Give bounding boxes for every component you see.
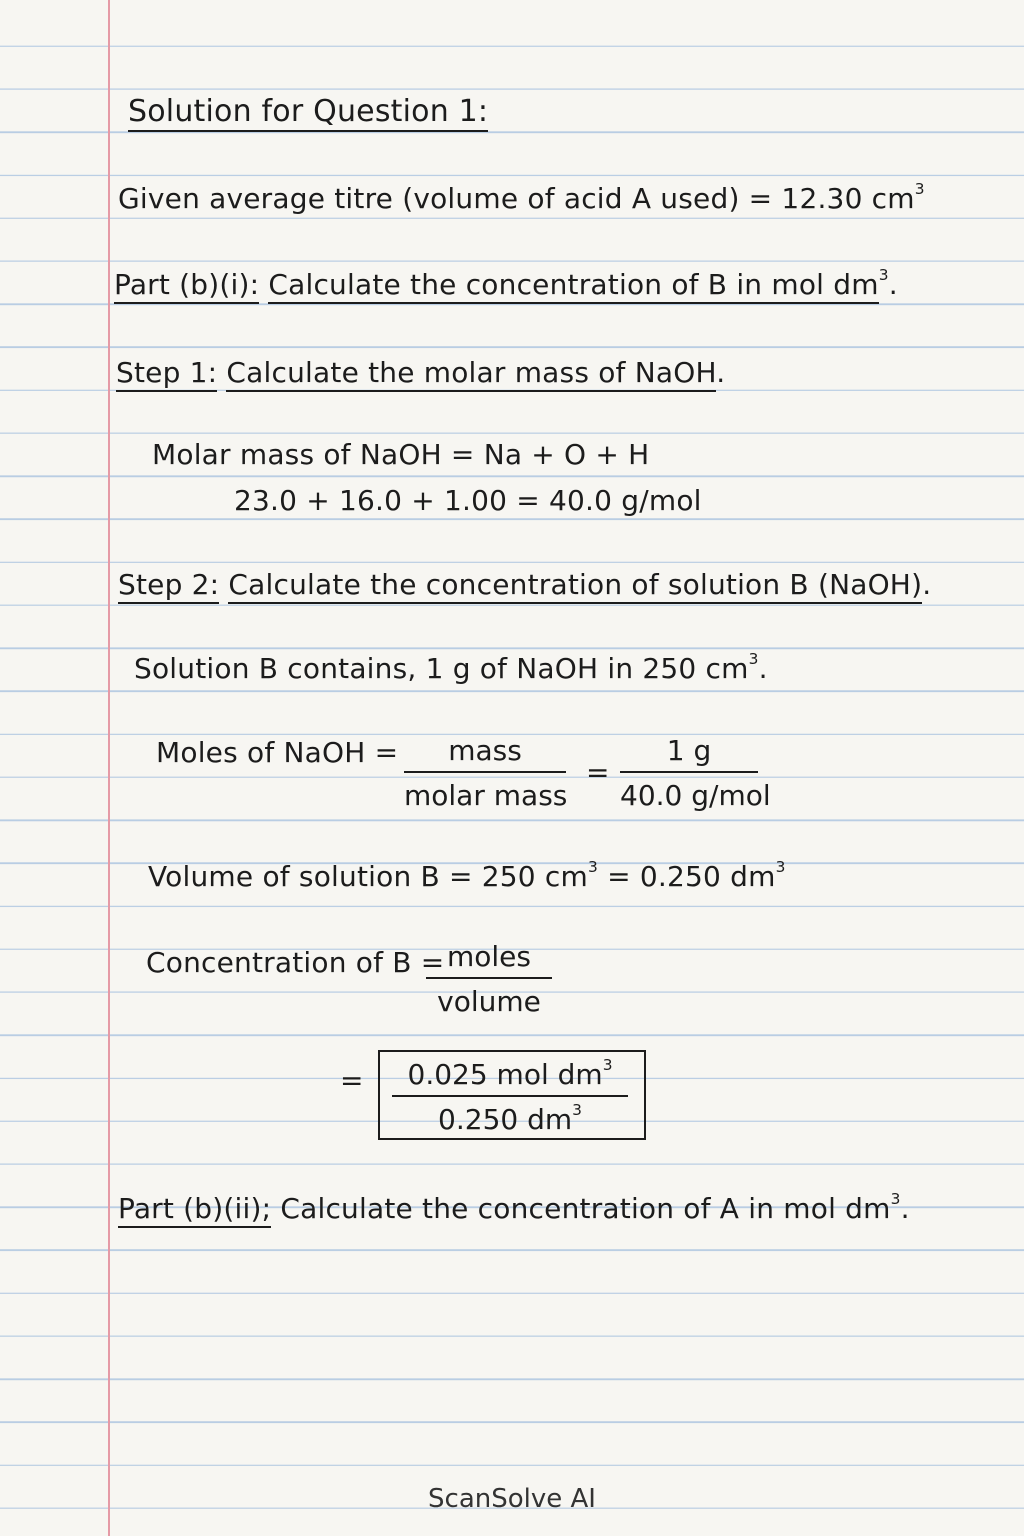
moles-fraction-1	[404, 734, 566, 812]
page-title	[128, 94, 488, 129]
margin-line	[108, 0, 110, 1536]
part-b-i-sup: 3	[878, 266, 889, 285]
volume-line: Volume of solution B = 250 $cm^3 = 0.250$ $dm^3$	[148, 858, 786, 893]
boxed-fraction	[392, 1058, 628, 1136]
solution-b-line: Solution B contains, 1 g of NaOH in 250 $cm^3$.	[134, 650, 768, 685]
moles-equals: =	[586, 756, 610, 789]
part-b-i-label: Part (b)(i):	[114, 268, 259, 304]
step1-heading: Step 1: Calculate the molar mass of NaOH.	[116, 356, 725, 389]
concentration-num: moles	[426, 940, 552, 979]
step2-heading: Step 2: Calculate the concentration of solution B (NaOH).	[118, 568, 931, 601]
step1-label: Step 1:	[116, 356, 217, 392]
given-text: Given average titre (volume of acid A used) = 12.30 cm	[118, 182, 915, 215]
step1-text: Calculate the molar mass of NaOH	[226, 356, 716, 392]
part-b-i-heading: Part (b)(i): Calculate the concentration of B in mol $dm^3$.	[114, 268, 898, 301]
moles-lhs: Moles of NaOH =	[156, 736, 399, 769]
part-b-ii-text: Calculate the concentration of A in mol dm	[271, 1192, 891, 1225]
moles-den-2: 40.0 g/mol	[620, 779, 771, 812]
boxed-num: 0.025 mol $dm^3$	[392, 1058, 628, 1097]
moles-num-1: mass	[404, 734, 566, 773]
title-text: Solution for Question 1:	[128, 94, 488, 132]
molar-mass-line-2: 23.0 + 16.0 + 1.00 = 40.0 g/mol	[234, 484, 702, 517]
step2-text: Calculate the concentration of solution B (NaOH)	[228, 568, 922, 604]
moles-num-2: 1 g	[620, 734, 758, 773]
part-b-ii-label: Part (b)(ii);	[118, 1192, 271, 1228]
moles-fraction-2	[620, 734, 771, 812]
boxed-equals: =	[340, 1064, 364, 1097]
molar-mass-line-1: Molar mass of NaOH = Na + O + H	[152, 438, 650, 471]
boxed-den: 0.250 $dm^3$	[438, 1101, 582, 1136]
solution-b-text: Solution B contains, 1 g of NaOH in 250 cm	[134, 652, 749, 685]
part-b-ii-heading: Part (b)(ii); Calculate the concentration of A in mol $dm^3$.	[118, 1192, 910, 1225]
given-line	[118, 182, 925, 215]
part-b-i-text: Calculate the concentration of B in mol dm	[268, 268, 878, 304]
volume-text-b: = 0.250 dm	[598, 860, 776, 893]
moles-den-1: molar mass	[404, 779, 568, 812]
volume-text-a: Volume of solution B = 250 cm	[148, 860, 588, 893]
footer-brand: ScanSolve AI	[428, 1484, 596, 1514]
step2-label: Step 2:	[118, 568, 219, 604]
given-sup: 3	[914, 180, 925, 199]
concentration-fraction	[426, 940, 552, 1018]
concentration-den: volume	[437, 985, 541, 1018]
concentration-lhs: Concentration of B =	[146, 946, 445, 979]
